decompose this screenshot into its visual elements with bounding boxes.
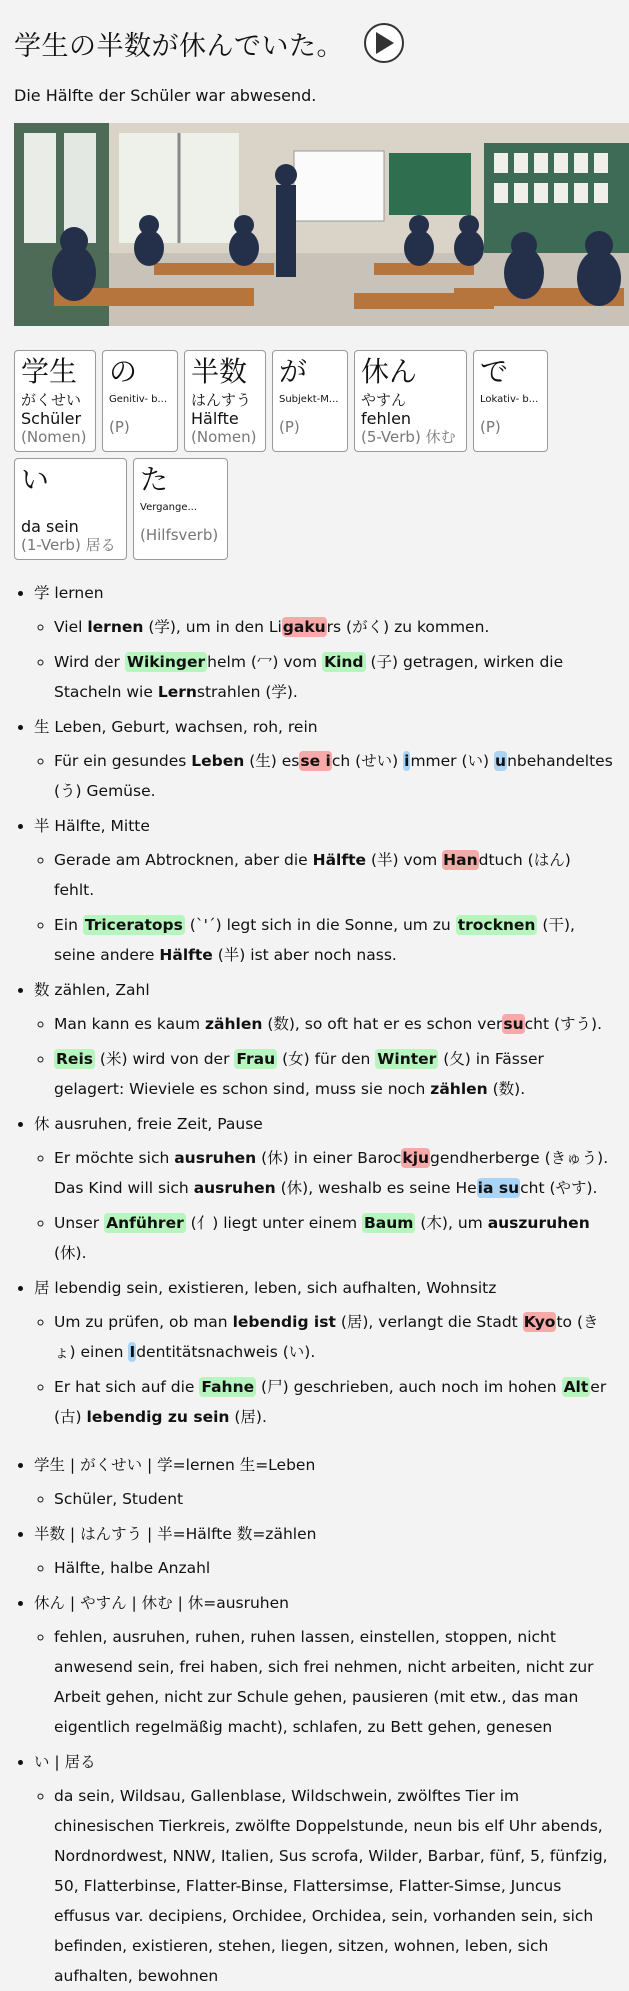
mnemonic-sentence: ◦ Er möchte sich ausruhen (休) in einer Barockjugendherberge (きゅう). Das Kind will sich ausruhen (休), weshalb es seine Heia sucht (やす). — [54, 1143, 615, 1203]
word-meaning: Schüler — [21, 409, 82, 428]
keyword: auszuruhen — [487, 1214, 590, 1232]
component-highlight: Baum — [363, 1214, 414, 1232]
mnemonic-sentence: ◦ Gerade am Abtrocknen, aber die Hälfte (半) vom Handtuch (はん) fehlt. — [54, 845, 615, 905]
component-highlight: Reis — [56, 1050, 93, 1068]
component-highlight: Frau — [236, 1050, 276, 1068]
reading-highlight: gaku — [282, 618, 326, 636]
word-type: (P) — [480, 418, 501, 436]
kanji-note-head: 居 lebendig sein, existieren, leben, sich aufhalten, Wohnsitz — [34, 1279, 497, 1297]
mnemonic-sentence: ◦ Viel lernen (学), um in den Ligakurs (がく) zu kommen. — [54, 612, 615, 642]
word-type: (Nomen) — [21, 428, 87, 446]
kanji-note-head: 休 ausruhen, freie Zeit, Pause — [34, 1115, 263, 1133]
kana-highlight: i — [404, 752, 410, 770]
vocab-head: 半数 | はんすう | 半=Hälfte 数=zählen — [34, 1525, 317, 1543]
word-meaning: Lokativ- b... — [480, 394, 539, 405]
vocab-item — [34, 1450, 615, 1514]
sentence-translation: Die Hälfte der Schüler war abwesend. — [14, 86, 317, 105]
vocab-definition: ◦ da sein, Wildsau, Gallenblase, Wildschwein, zwölftes Tier im chinesischen Tierkreis, zwölfte Doppelstunde, neun bis elf Uhr abends, Nordnordwest, NNW, Italien, Sus scrofa, Wilder, Barbar, fünf, 5, fünfzig, 50, Flatterbinse, Flatter-Binse, Flattersimse, Flatter-Simse, Juncus effusus var. decipiens, Orchidee, Orchidea, sein, vorhanden sein, sich befinden, existieren, stehen, liegen, sitzen, wohnen, leben, sich aufhalten, bewohnen — [54, 1781, 615, 1991]
word-meaning: Vergange... — [140, 502, 198, 513]
word-kanji: が — [279, 355, 308, 388]
word-meaning: fehlen — [361, 409, 412, 428]
kanji-note — [34, 1273, 615, 1432]
keyword: zählen — [205, 1015, 263, 1033]
component-highlight: Wikinger — [126, 653, 206, 671]
vocab-item — [34, 1747, 615, 1991]
word-reading: はんすう — [191, 391, 252, 409]
mnemonic-sentence: ◦ Reis (米) wird von der Frau (女) für den Winter (夂) in Fässer gelagert: Wieviele es schon sind, muss sie noch zählen (数). — [54, 1044, 615, 1104]
word-type: (Nomen) — [191, 428, 257, 446]
word-reading: やすん — [361, 391, 407, 409]
kanji-note-head: 半 Hälfte, Mitte — [34, 817, 150, 835]
vocab-definition: ◦ Schüler, Student — [54, 1484, 615, 1514]
title-row — [14, 0, 615, 86]
kanji-note — [34, 578, 615, 707]
word-kanji: で — [480, 355, 509, 388]
sentence-japanese: 学生の半数が休んでいた。 — [14, 30, 344, 62]
word-type: (5-Verb) 休む — [361, 428, 456, 446]
keyword: ausruhen — [174, 1149, 257, 1167]
reading-highlight: se i — [300, 752, 331, 770]
kanji-note — [34, 1109, 615, 1268]
keyword: ausruhen — [193, 1179, 276, 1197]
word-type: (P) — [109, 418, 130, 436]
word-card[interactable] — [133, 458, 228, 560]
component-highlight: Triceratops — [84, 916, 183, 934]
reading-highlight: Han — [443, 851, 478, 869]
keyword: Hälfte — [159, 946, 213, 964]
word-kanji: の — [109, 355, 138, 388]
kana-highlight: ia su — [477, 1179, 520, 1197]
word-reading — [21, 499, 120, 517]
word-meaning: da sein — [21, 517, 79, 536]
mnemonic-sentence: ◦ Für ein gesundes Leben (生) esse ich (せい) immer (い) unbehandeltes (う) Gemüse. — [54, 746, 615, 806]
word-meaning: Subjekt-M... — [279, 394, 339, 405]
word-kanji: 休ん — [361, 355, 418, 388]
kanji-note — [34, 712, 615, 806]
word-cards — [14, 350, 614, 560]
vocab-definition: ◦ Hälfte, halbe Anzahl — [54, 1553, 615, 1583]
vocab-list — [14, 1450, 615, 1991]
word-card[interactable] — [14, 458, 127, 560]
kanji-notes — [14, 578, 615, 1432]
mnemonic-sentence: ◦ Er hat sich auf die Fahne (尸) geschrieben, auch noch im hohen Alt er (古) lebendig zu sein (居). — [54, 1372, 615, 1432]
mnemonic-sentence: ◦ Unser Anführer (亻) liegt unter einem Baum (木), um auszuruhen (休). — [54, 1208, 615, 1268]
word-card[interactable] — [14, 350, 96, 452]
vocab-head: 休ん | やすん | 休む | 休=ausruhen — [34, 1594, 289, 1612]
component-highlight: Fahne — [201, 1378, 255, 1396]
vocab-definition: ◦ fehlen, ausruhen, ruhen, ruhen lassen, einstellen, stoppen, nicht anwesend sein, frei haben, sich frei nehmen, nicht arbeiten, nicht zur Arbeit gehen, nicht zur Schule gehen, pausieren (mit etw., das man eigentlich regelmäßig macht), schlafen, zu Bett gehen, genesen — [54, 1622, 615, 1742]
kanji-note — [34, 811, 615, 970]
vocab-head: 学生 | がくせい | 学=lernen 生=Leben — [34, 1456, 316, 1474]
word-type: (Hilfsverb) — [140, 526, 219, 544]
word-kanji: い — [21, 463, 50, 496]
word-kanji: 半数 — [191, 355, 248, 388]
word-reading: がくせい — [21, 391, 82, 409]
component-highlight: Anführer — [106, 1214, 184, 1232]
word-card[interactable] — [102, 350, 178, 452]
reading-highlight: su — [503, 1015, 524, 1033]
word-meaning: Hälfte — [191, 409, 239, 428]
keyword: Lern — [157, 683, 197, 701]
word-card[interactable] — [184, 350, 266, 452]
component-highlight: trocknen — [457, 916, 536, 934]
kanji-note-head: 生 Leben, Geburt, wachsen, roh, rein — [34, 718, 318, 736]
kanji-note-head: 学 lernen — [34, 584, 104, 602]
word-type: (1-Verb) 居る — [21, 536, 116, 554]
vocab-head: い | 居る — [34, 1753, 96, 1771]
vocab-item — [34, 1519, 615, 1583]
keyword: lebendig ist — [232, 1313, 336, 1331]
component-highlight: Alt — [563, 1378, 589, 1396]
kana-highlight: u — [495, 752, 507, 770]
reading-highlight: Kyo — [523, 1313, 556, 1331]
word-kanji: た — [140, 463, 169, 496]
word-meaning: Genitiv- b... — [109, 394, 168, 405]
reading-highlight: kju — [402, 1149, 430, 1167]
mnemonic-sentence: ◦ Wird der Wikinger helm (冖) vom Kind (子) getragen, wirken die Stacheln wie Lernstrahlen (学). — [54, 647, 615, 707]
play-icon — [373, 31, 395, 55]
classroom-illustration — [14, 123, 629, 326]
word-card[interactable] — [272, 350, 348, 452]
kanji-note — [34, 975, 615, 1104]
keyword: zählen — [430, 1080, 488, 1098]
vocab-item — [34, 1588, 615, 1742]
play-button[interactable] — [364, 23, 404, 63]
keyword: lebendig zu sein — [86, 1408, 230, 1426]
component-highlight: Kind — [324, 653, 364, 671]
mnemonic-sentence: ◦ Man kann es kaum zählen (数), so oft hat er es schon versucht (すう). — [54, 1009, 615, 1039]
mnemonic-sentence: ◦ Um zu prüfen, ob man lebendig ist (居), verlangt die Stadt Kyoto (きょ) einen Identitätsnachweis (い). — [54, 1307, 615, 1367]
keyword: Hälfte — [312, 851, 367, 869]
keyword: Leben — [191, 752, 245, 770]
kanji-note-head: 数 zählen, Zahl — [34, 981, 150, 999]
keyword: lernen — [87, 618, 144, 636]
mnemonic-sentence: ◦ Ein Triceratops (`'´) legt sich in die Sonne, um zu trocknen (干), seine andere Hälfte (半) ist aber noch nass. — [54, 910, 615, 970]
word-kanji: 学生 — [21, 355, 78, 388]
word-type: (P) — [279, 418, 300, 436]
word-card[interactable] — [473, 350, 548, 452]
word-card[interactable] — [354, 350, 467, 452]
component-highlight: Winter — [377, 1050, 437, 1068]
kana-highlight: I — [129, 1343, 136, 1361]
